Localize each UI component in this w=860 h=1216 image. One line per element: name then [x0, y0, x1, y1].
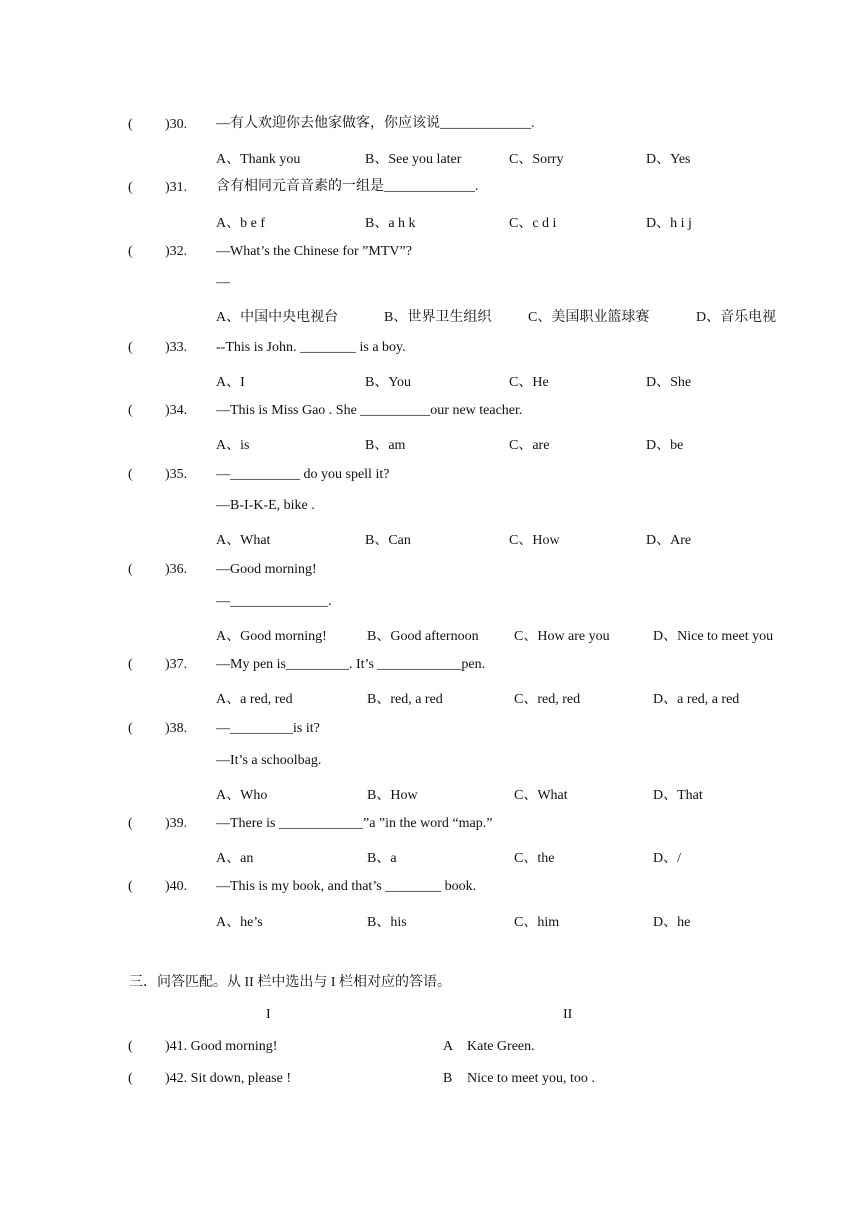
option-c[interactable]: C、What — [514, 788, 568, 803]
option-c[interactable]: C、How — [509, 533, 560, 548]
option-d[interactable]: D、h i j — [646, 216, 692, 231]
answer-blank-paren[interactable]: ( — [128, 340, 133, 355]
match-answer: Kate Green. — [467, 1039, 535, 1054]
response-line: —______________. — [216, 594, 332, 609]
question-stem: —This is my book, and that’s ________ book. — [216, 879, 477, 894]
question-stem: —What’s the Chinese for ”MTV”? — [216, 244, 412, 259]
option-d[interactable]: D、She — [646, 375, 692, 390]
option-d[interactable]: D、音乐电视 — [696, 310, 777, 325]
question-stem: --This is John. ________ is a boy. — [216, 340, 406, 355]
question-stem: —There is ____________”a ”in the word “map.” — [216, 816, 493, 831]
answer-blank-paren[interactable]: ( — [128, 721, 133, 736]
option-a[interactable]: A、b e f — [216, 216, 265, 231]
question-number: )33. — [165, 340, 188, 355]
option-b[interactable]: B、How — [367, 788, 418, 803]
question-stem: —_________is it? — [216, 721, 320, 736]
option-a[interactable]: A、中国中央电视台 — [216, 310, 339, 325]
answer-blank-paren[interactable]: ( — [128, 1039, 133, 1054]
option-d[interactable]: D、Nice to meet you — [653, 629, 774, 644]
answer-blank-paren[interactable]: ( — [128, 180, 133, 195]
option-b[interactable]: B、am — [365, 438, 406, 453]
question-number: )38. — [165, 721, 188, 736]
question-number: )30. — [165, 117, 188, 132]
option-d[interactable]: D、a red, a red — [653, 692, 740, 707]
question-number: )39. — [165, 816, 188, 831]
option-d[interactable]: D、Are — [646, 533, 692, 548]
question-number: )40. — [165, 879, 188, 894]
answer-blank-paren[interactable]: ( — [128, 879, 133, 894]
option-a[interactable]: A、I — [216, 375, 245, 390]
question-number: )36. — [165, 562, 188, 577]
match-letter: B — [443, 1071, 453, 1086]
question-stem: 含有相同元音音素的一组是_____________. — [216, 179, 479, 194]
option-c[interactable]: C、are — [509, 438, 550, 453]
option-a[interactable]: A、Thank you — [216, 152, 301, 167]
option-a[interactable]: A、is — [216, 438, 250, 453]
option-c[interactable]: C、美国职业篮球赛 — [528, 310, 650, 325]
option-b[interactable]: B、his — [367, 915, 407, 930]
question-number: )34. — [165, 403, 188, 418]
match-letter: A — [443, 1039, 454, 1054]
answer-blank-paren[interactable]: ( — [128, 816, 133, 831]
column-header-i: I — [266, 1007, 271, 1022]
question-stem: —Good morning! — [216, 562, 317, 577]
match-prompt: )42. Sit down, please ! — [165, 1071, 291, 1086]
answer-blank-paren[interactable]: ( — [128, 657, 133, 672]
option-b[interactable]: B、See you later — [365, 152, 462, 167]
match-answer: Nice to meet you, too . — [467, 1071, 595, 1086]
question-stem: —有人欢迎你去他家做客，你应该说_____________. — [216, 116, 535, 131]
option-d[interactable]: D、be — [646, 438, 684, 453]
response-line: —B-I-K-E, bike . — [216, 498, 315, 513]
response-line: — — [216, 275, 230, 290]
option-b[interactable]: B、Can — [365, 533, 411, 548]
response-line: —It’s a schoolbag. — [216, 753, 322, 768]
option-c[interactable]: C、him — [514, 915, 560, 930]
option-b[interactable]: B、世界卫生组织 — [384, 310, 492, 325]
answer-blank-paren[interactable]: ( — [128, 562, 133, 577]
question-number: )31. — [165, 180, 188, 195]
option-c[interactable]: C、red, red — [514, 692, 581, 707]
question-number: )35. — [165, 467, 188, 482]
option-a[interactable]: A、he’s — [216, 915, 263, 930]
option-a[interactable]: A、What — [216, 533, 271, 548]
option-c[interactable]: C、c d i — [509, 216, 557, 231]
column-header-ii: II — [563, 1007, 573, 1022]
answer-blank-paren[interactable]: ( — [128, 1071, 133, 1086]
option-b[interactable]: B、You — [365, 375, 412, 390]
option-a[interactable]: A、Good morning! — [216, 629, 327, 644]
option-c[interactable]: C、How are you — [514, 629, 610, 644]
option-c[interactable]: C、He — [509, 375, 549, 390]
option-b[interactable]: B、a h k — [365, 216, 416, 231]
answer-blank-paren[interactable]: ( — [128, 244, 133, 259]
answer-blank-paren[interactable]: ( — [128, 467, 133, 482]
question-stem: —This is Miss Gao . She __________our new teacher. — [216, 403, 523, 418]
option-d[interactable]: D、Yes — [646, 152, 691, 167]
question-stem: —My pen is_________. It’s ____________pen. — [216, 657, 486, 672]
option-c[interactable]: C、Sorry — [509, 152, 564, 167]
answer-blank-paren[interactable]: ( — [128, 117, 133, 132]
match-prompt: )41. Good morning! — [165, 1039, 278, 1054]
option-b[interactable]: B、a — [367, 851, 397, 866]
option-a[interactable]: A、Who — [216, 788, 268, 803]
question-number: )32. — [165, 244, 188, 259]
option-a[interactable]: A、an — [216, 851, 254, 866]
option-b[interactable]: B、red, a red — [367, 692, 443, 707]
option-b[interactable]: B、Good afternoon — [367, 629, 479, 644]
section-heading: 三．问答匹配。从 II 栏中选出与 I 栏相对应的答语。 — [129, 975, 451, 990]
option-c[interactable]: C、the — [514, 851, 555, 866]
question-stem: —__________ do you spell it? — [216, 467, 390, 482]
option-d[interactable]: D、he — [653, 915, 691, 930]
question-number: )37. — [165, 657, 188, 672]
option-a[interactable]: A、a red, red — [216, 692, 293, 707]
answer-blank-paren[interactable]: ( — [128, 403, 133, 418]
option-d[interactable]: D、That — [653, 788, 703, 803]
option-d[interactable]: D、/ — [653, 851, 681, 866]
